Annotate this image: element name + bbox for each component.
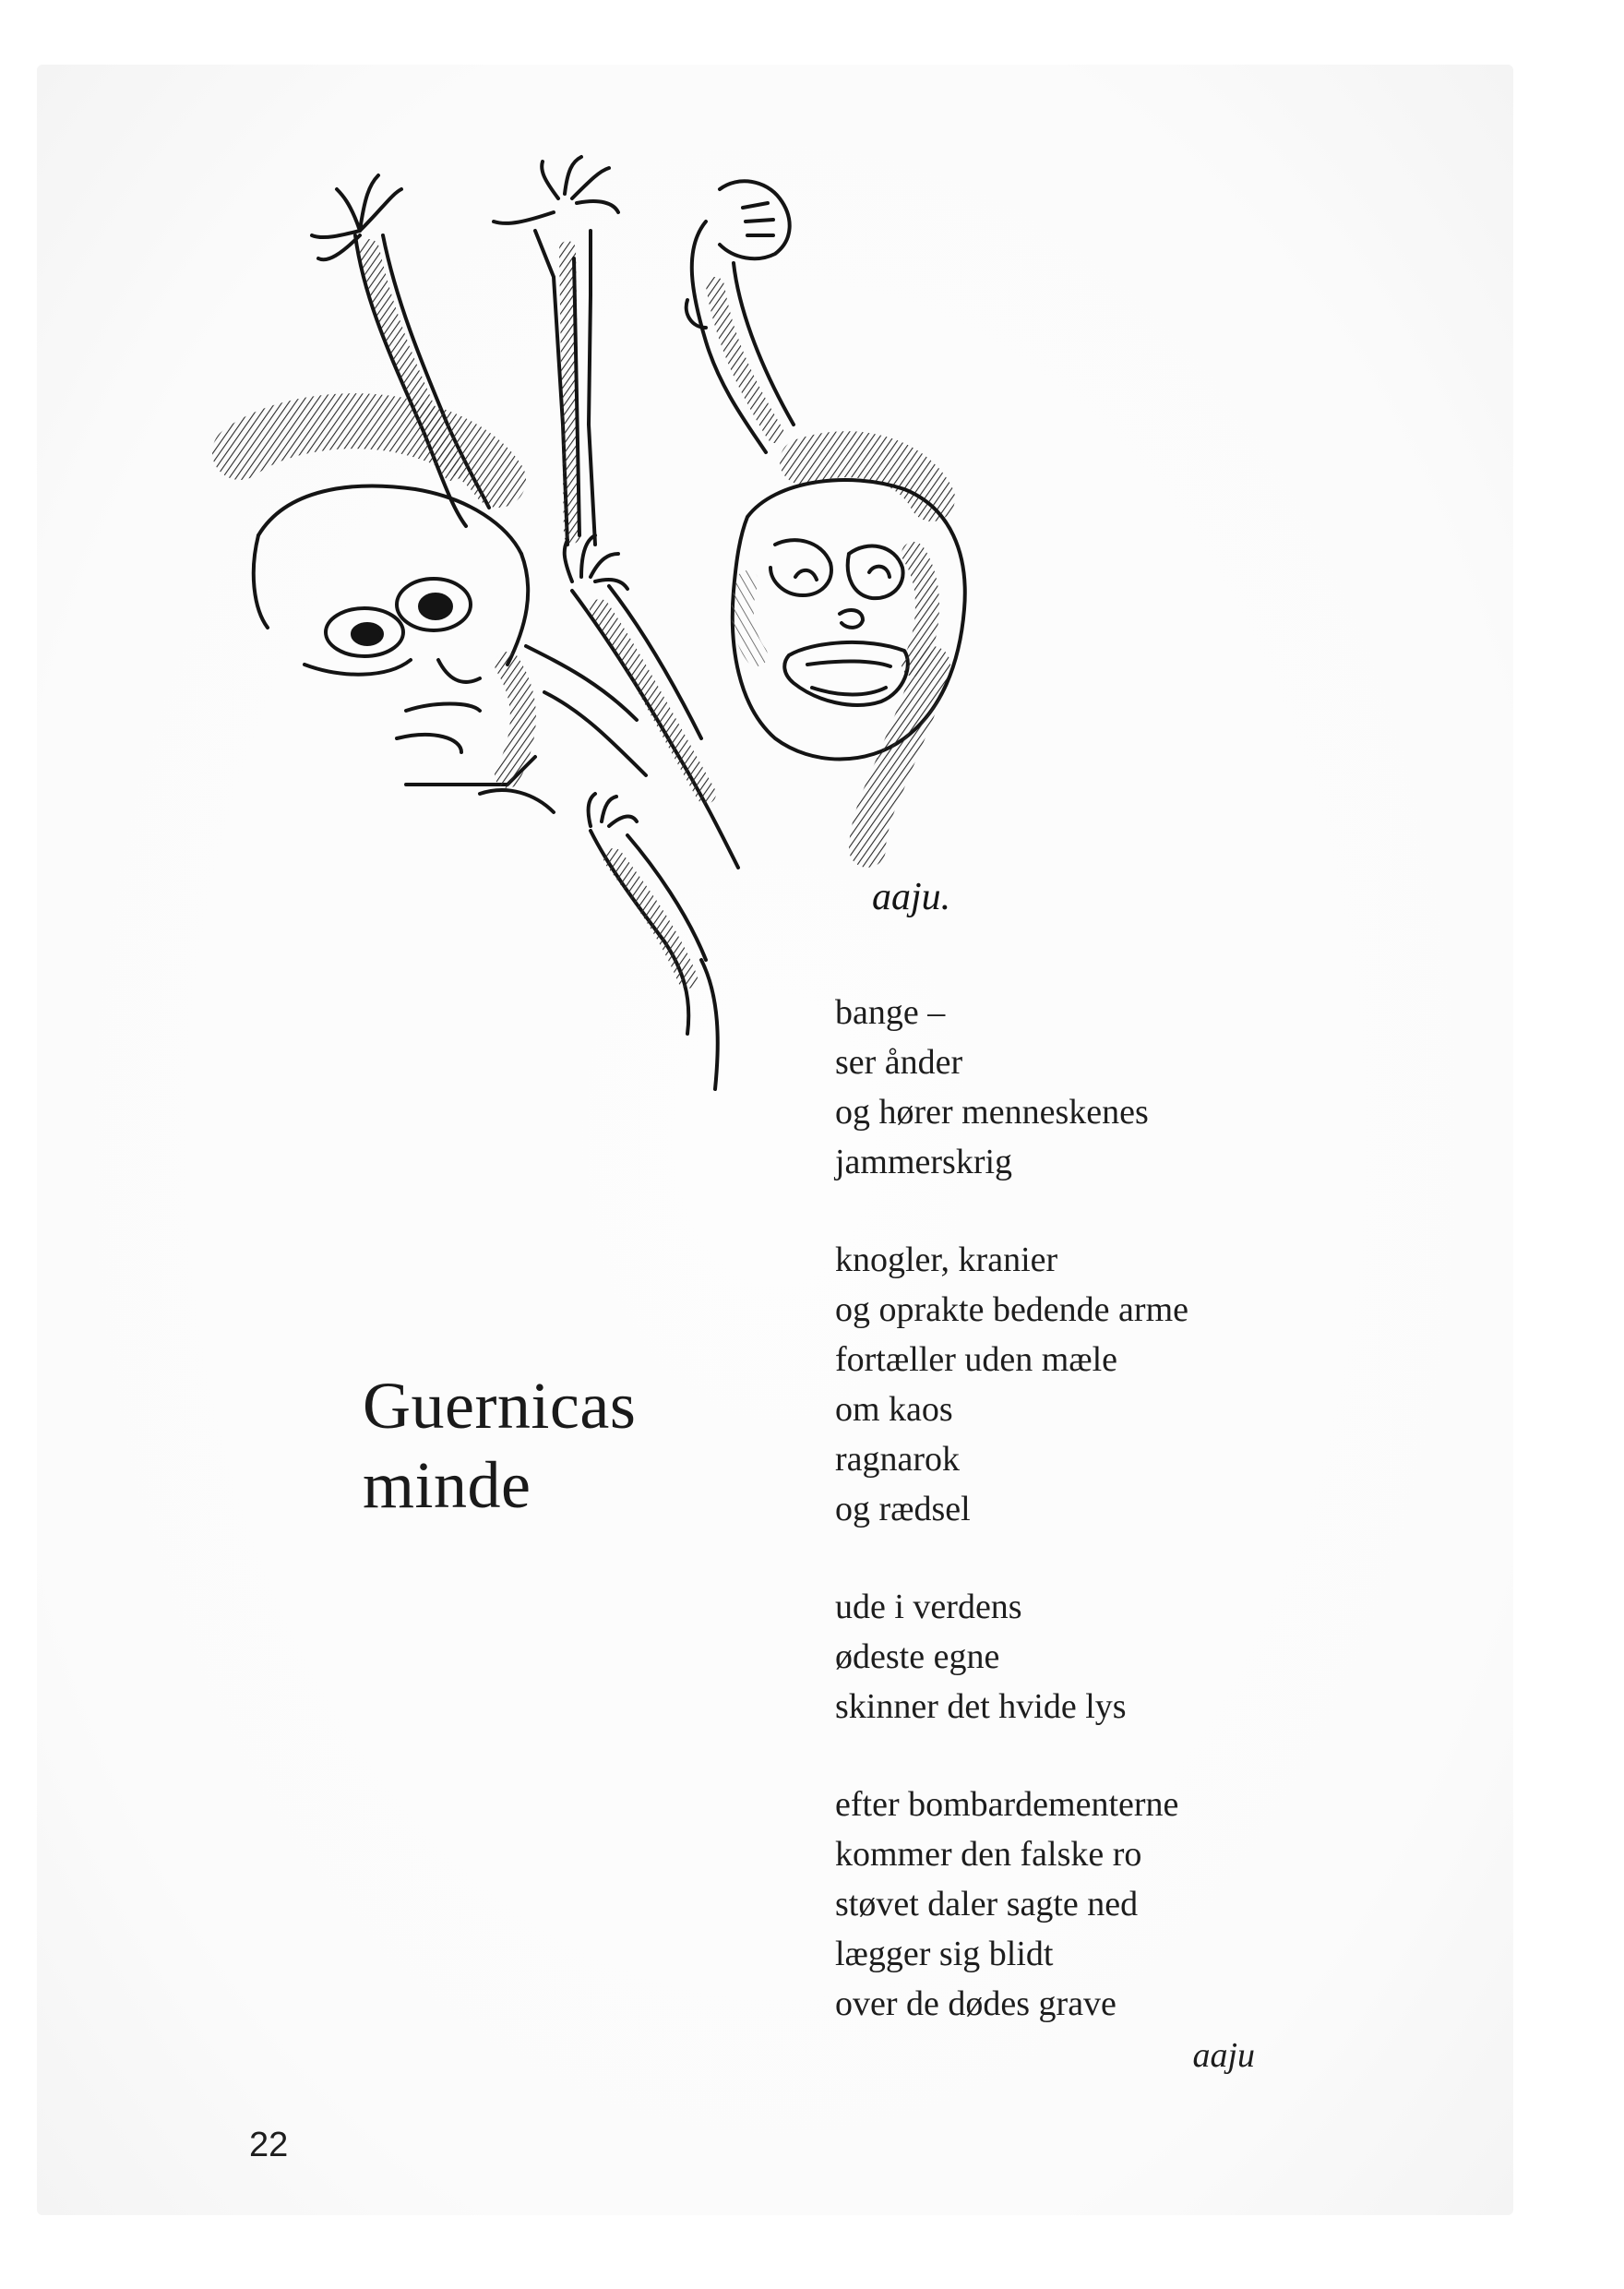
face-right — [733, 454, 965, 849]
poem-line: ragnarok — [835, 1440, 961, 1479]
poem-line: fortæller uden mæle — [835, 1340, 1118, 1379]
poem-line: skinner det hvide lys — [835, 1687, 1127, 1726]
poem-line: ser ånder — [835, 1043, 963, 1082]
poem-body — [835, 988, 1352, 2077]
poem-line: lægger sig blidt — [835, 1935, 1054, 1973]
page-number: 22 — [249, 2126, 289, 2164]
stanza-4 — [835, 1780, 1352, 2029]
drawing-svg — [203, 148, 1033, 1108]
poem-line: jammerskrig — [835, 1143, 1013, 1181]
poem-line: efter bombardementerne — [835, 1785, 1179, 1824]
stanza-3 — [835, 1582, 1352, 1732]
face-left — [240, 421, 535, 785]
poem-line: over de dødes grave — [835, 1984, 1116, 2023]
raised-arm-right — [687, 181, 794, 452]
poem-line: og rædsel — [835, 1490, 971, 1528]
poem-line: og hører menneskenes — [835, 1093, 1149, 1132]
poem-line: bange – — [835, 993, 946, 1032]
stanza-1 — [835, 988, 1352, 1187]
poem-line: ude i verdens — [835, 1588, 1022, 1626]
hand-lower — [589, 794, 718, 1089]
drawing-signature: aaju. — [872, 876, 951, 918]
poem-title — [363, 1366, 636, 1525]
poem-line: støvet daler sagte ned — [835, 1885, 1139, 1923]
poem-line: om kaos — [835, 1390, 953, 1429]
poem-line: knogler, kranier — [835, 1240, 1058, 1279]
poem-line: og oprakte bedende arme — [835, 1290, 1188, 1329]
stanza-2 — [835, 1235, 1352, 1534]
poem-line: kommer den falske ro — [835, 1835, 1142, 1874]
poem-author: aaju — [1192, 2036, 1255, 2075]
poem-title-line-2: minde — [363, 1448, 531, 1522]
guernica-ink-drawing — [203, 148, 1033, 1108]
poem-title-line-1: Guernicas — [363, 1369, 637, 1443]
poem-line: ødeste egne — [835, 1637, 1000, 1676]
